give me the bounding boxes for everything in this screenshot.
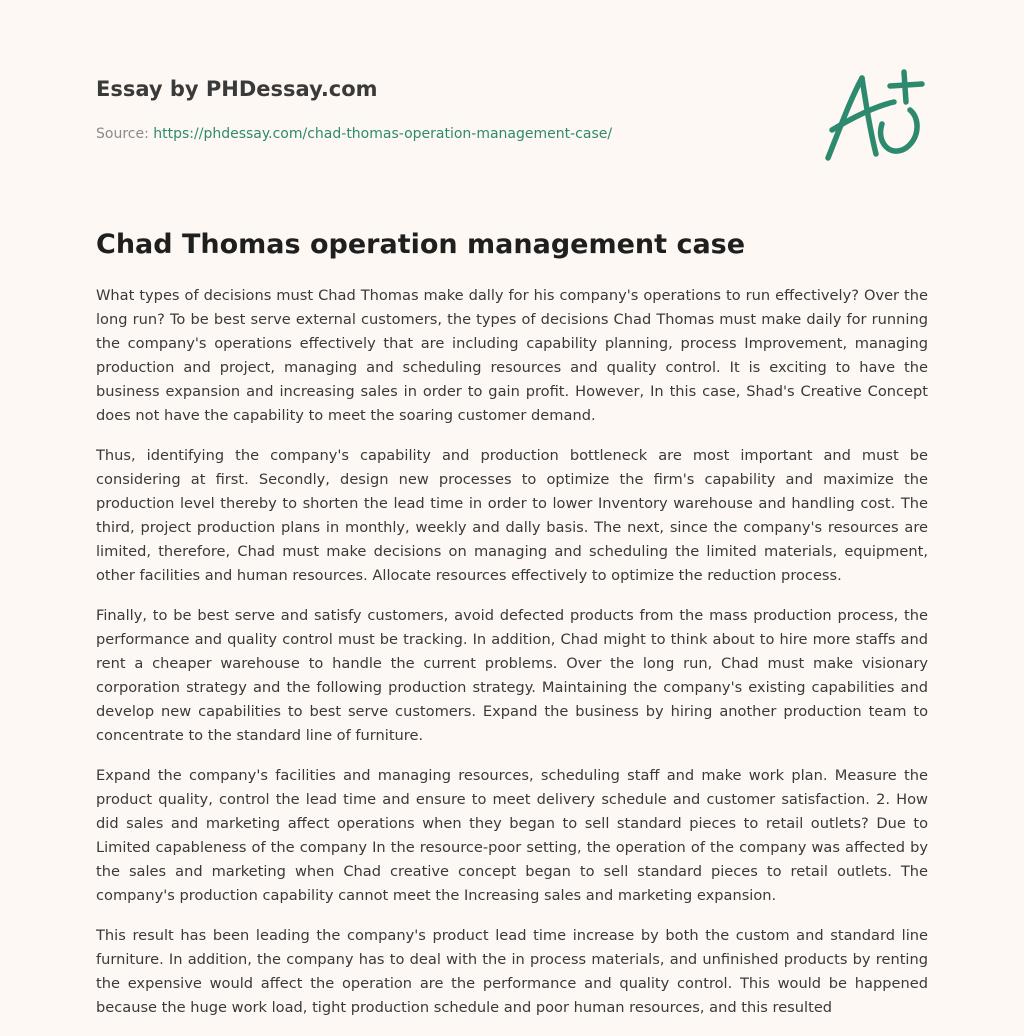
essay-title: Chad Thomas operation management case — [96, 229, 746, 260]
site-title: Essay by PHDessay.com — [96, 77, 378, 101]
essay-paragraph: Expand the company's facilities and managing resources, scheduling staff and make work plan. Measure the product quality, control the lead time and ensure to meet delivery schedule and customer satisfaction. 2. How did sales and marketing affect operations when they began to sell standard pieces to retail outlets? Due to Limited capableness of the company In the resource-poor setting, the operation of the company was affected by the sales and marketing when Chad creative concept began to sell standard pieces to retail outlets. The company's production capability cannot meet the Increasing sales and marketing expansion. — [96, 767, 928, 904]
page-header — [96, 74, 796, 144]
a-plus-grade-icon — [818, 64, 930, 166]
essay-paragraph: This result has been leading the company's product lead time increase by both the custom and standard line furniture. In addition, the company has to deal with the in process materials, and unfinished products by renting the expensive would affect the operation are the performance and quality control. This would be happened because the huge work load, tight production schedule and poor human resources, and this resulted — [96, 927, 928, 1016]
essay-body — [96, 284, 928, 1036]
source-label: Source: — [96, 126, 149, 142]
source-line — [96, 124, 796, 144]
source-link[interactable]: https://phdessay.com/chad-thomas-operation-management-case/ — [153, 126, 613, 142]
essay-paragraph: Thus, identifying the company's capability and production bottleneck are most important and must be considering at first. Secondly, design new processes to optimize the firm's capability and maximize the production level thereby to shorten the lead time in order to lower Inventory warehouse and handling cost. The third, project production plans in monthly, weekly and dally basis. The next, since the company's resources are limited, therefore, Chad must make decisions on managing and scheduling the limited materials, equipment, other facilities and human resources. Allocate resources effectively to optimize the reduction process. — [96, 447, 928, 584]
essay-paragraph: Finally, to be best serve and satisfy customers, avoid defected products from the mass production process, the performance and quality control must be tracking. In addition, Chad might to think about to hire more staffs and rent a cheaper warehouse to handle the current problems. Over the long run, Chad must make visionary corporation strategy and the following production strategy. Maintaining the company's existing capabilities and develop new capabilities to best serve customers. Expand the business by hiring another production team to concentrate to the standard line of furniture. — [96, 607, 928, 744]
essay-paragraph: What types of decisions must Chad Thomas make dally for his company's operations to run effectively? Over the long run? To be best serve external customers, the types of decisions Chad Thomas must make daily for running the company's operations effectively that are including capability planning, process Improvement, managing production and project, managing and scheduling resources and quality control. It is exciting to have the business expansion and increasing sales in order to gain profit. However, In this case, Shad's Creative Concept does not have the capability to meet the soaring customer demand. — [96, 287, 928, 424]
